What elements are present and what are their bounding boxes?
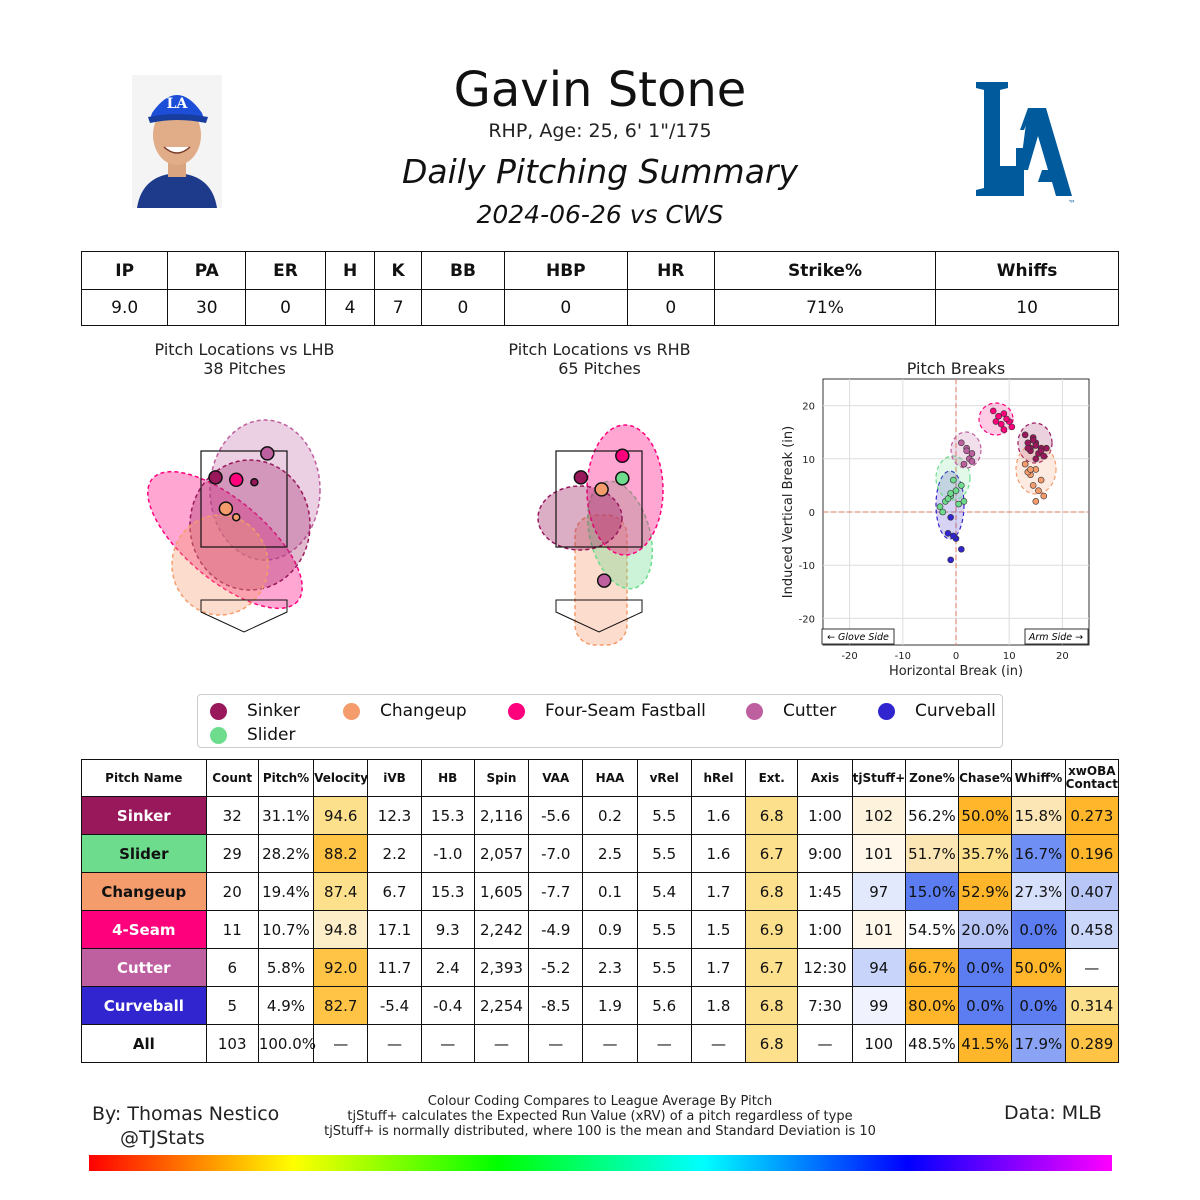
pitch-cell-whiff: 15.8% [1012,797,1065,835]
location-point-changeup [219,502,232,515]
break-point-slider [961,498,967,504]
pitch-cell-whiff: 0.0% [1012,987,1065,1025]
box-header-hr: HR [627,252,714,290]
pitch-cell-whiff: 27.3% [1012,873,1065,911]
pitch-cell-zone: 66.7% [905,949,958,987]
pitch-name-cell: Cutter [82,949,207,987]
pitch-col-zone: Zone% [905,760,958,797]
break-point-changeup [1035,488,1041,494]
pitch-cell-xwoba-contact: 0.407 [1065,873,1118,911]
pitch-cell-zone: 48.5% [905,1025,958,1063]
box-header-k: K [375,252,422,290]
pitch-cell-xwoba-contact: 0.289 [1065,1025,1118,1063]
pitch-cell-hrel: 1.6 [691,797,745,835]
data-source: Data: MLB [1004,1102,1102,1124]
pitch-cell-velocity: 82.7 [314,987,368,1025]
pitch-cell-spin: 2,242 [474,911,528,949]
pitch-cell-chase: 50.0% [959,797,1012,835]
pitch-cell-ext: 6.7 [746,835,798,873]
box-score-table [81,251,1119,326]
break-point-curveball [948,557,954,563]
svg-text:LA: LA [166,96,188,112]
pitch-name-cell: Changeup [82,873,207,911]
pitch-cell-ext: 6.8 [746,873,798,911]
pitch-col-axis: Axis [798,760,852,797]
pitch-cell-spin: 2,116 [474,797,528,835]
breaks-y-tick: 20 [802,401,815,413]
breaks-y-label: Induced Vertical Break (in) [781,425,796,599]
break-point-four-seam-fastball [1001,427,1007,433]
pitch-cell-xwoba-contact: 0.196 [1065,835,1118,873]
pitch-col-haa: HAA [583,760,637,797]
breaks-y-tick: 10 [802,454,815,466]
pitch-cell-whiff: 50.0% [1012,949,1065,987]
pitch-name-cell: Curveball [82,987,207,1025]
pitch-cell-pitch: 28.2% [258,835,313,873]
legend-marker [746,703,763,720]
box-score-header-row [82,252,1119,290]
footer-note-1: Colour Coding Compares to League Average By Pitch [427,1094,773,1109]
pitch-row-4-seam [82,911,1119,949]
pitch-cell-zone: 80.0% [905,987,958,1025]
box-header-hbp: HBP [505,252,628,290]
break-point-sinker [1033,456,1039,462]
pitch-cell-vrel: 5.5 [637,835,691,873]
break-point-curveball [958,546,964,552]
pitch-row-curveball [82,987,1119,1025]
pitch-col-ext: Ext. [746,760,798,797]
lhb-pitch-count: 38 Pitches [203,359,286,378]
pitch-cell-vaa: -5.6 [529,797,583,835]
pitch-cell-axis: 7:30 [798,987,852,1025]
location-point-sinker [574,471,587,484]
author-name: By: Thomas Nestico [92,1103,280,1125]
pitch-cell-vaa: -7.7 [529,873,583,911]
pitch-col-count: Count [206,760,258,797]
location-point-four-seam-fastball [616,449,629,462]
rhb-region-sinker [538,486,622,550]
pitch-cell-vrel: 5.5 [637,911,691,949]
pitch-cell-pitch: 5.8% [258,949,313,987]
pitch-cell-spin: — [474,1025,528,1063]
pitch-table-body [82,797,1119,1063]
pitch-col-vrel: vRel [637,760,691,797]
legend-label: Four-Seam Fastball [545,701,706,721]
report-subtitle: Daily Pitching Summary [401,152,799,191]
pitch-cell-hrel: 1.7 [691,873,745,911]
pitch-cell-spin: 2,057 [474,835,528,873]
rhb-title: Pitch Locations vs RHB [508,340,691,359]
lhb-chart-title [122,340,367,378]
pitch-cell-vaa: -7.0 [529,835,583,873]
pitch-cell-spin: 2,393 [474,949,528,987]
break-point-changeup [1027,466,1033,472]
pitch-cell-ext: 6.7 [746,949,798,987]
pitch-cell-vaa: — [529,1025,583,1063]
pitch-cell-axis: 1:45 [798,873,852,911]
break-point-changeup [1033,498,1039,504]
box-value-er: 0 [246,290,326,326]
box-header-er: ER [246,252,326,290]
breaks-y-tick: 0 [808,508,815,519]
box-value-strike: 71% [714,290,935,326]
box-value-k: 7 [375,290,422,326]
pitch-cell-tjstuff: 99 [852,987,905,1025]
rhb-chart-title [477,340,722,378]
pitch-cell-vrel: 5.5 [637,949,691,987]
pitch-cell-hrel: 1.6 [691,835,745,873]
box-header-whiffs: Whiffs [936,252,1119,290]
footer-note-3: tjStuff+ is normally distributed, where 100 is the mean and Standard Deviation is 10 [324,1124,876,1139]
pitch-cell-velocity: 94.6 [314,797,368,835]
breaks-x-label: Horizontal Break (in) [888,664,1024,679]
break-point-slider [958,482,964,488]
break-point-cutter [961,461,967,467]
arm-side-label: Arm Side → [1028,632,1084,643]
legend-label: Cutter [783,701,837,721]
pitch-col-ivb: iVB [368,760,421,797]
pitch-cell-pitch: 100.0% [258,1025,313,1063]
box-value-hbp: 0 [505,290,628,326]
pitch-breaks-chart [770,375,1100,685]
breaks-y-tick: -10 [798,561,815,573]
box-value-hr: 0 [627,290,714,326]
pitch-col-spin: Spin [474,760,528,797]
pitch-row-changeup [82,873,1119,911]
pitch-col-velocity: Velocity [314,760,368,797]
break-point-four-seam-fastball [996,413,1002,419]
pitch-cell-zone: 56.2% [905,797,958,835]
pitch-cell-whiff: 17.9% [1012,1025,1065,1063]
pitch-row-cutter [82,949,1119,987]
legend-marker [210,703,227,720]
location-point-changeup [233,514,240,521]
pitch-cell-ext: 6.8 [746,987,798,1025]
author-handle: @TJStats [120,1127,205,1149]
pitch-cell-axis: 9:00 [798,835,852,873]
location-point-sinker [209,471,222,484]
pitch-col-xwoba-contact: xwOBA Contact [1065,760,1118,797]
player-bio: RHP, Age: 25, 6' 1"/175 [488,120,712,142]
pitch-col-chase: Chase% [959,760,1012,797]
pitch-legend [197,694,1003,748]
legend-item-curveball [878,701,996,721]
legend-marker [343,703,360,720]
pitch-cell-vrel: 5.4 [637,873,691,911]
pitch-cell-ivb: 2.2 [368,835,421,873]
break-point-four-seam-fastball [1004,416,1010,422]
lhb-title: Pitch Locations vs LHB [154,340,335,359]
breaks-x-tick: 20 [1056,651,1069,662]
legend-item-slider [210,725,295,745]
breaks-x-tick: 0 [952,651,960,662]
pitch-cell-ext: 6.9 [746,911,798,949]
pitch-cell-tjstuff: 94 [852,949,905,987]
pitch-row-slider [82,835,1119,873]
location-point-cutter [598,574,611,587]
box-score-value-row [82,290,1119,326]
pitch-col-pitch: Pitch% [258,760,313,797]
pitch-cell-zone: 15.0% [905,873,958,911]
pitch-row-sinker [82,797,1119,835]
legend-label: Changeup [380,701,467,721]
pitch-cell-ivb: -5.4 [368,987,421,1025]
break-point-changeup [1022,461,1028,467]
pitch-cell-tjstuff: 102 [852,797,905,835]
pitch-cell-chase: 35.7% [959,835,1012,873]
box-header-strike: Strike% [714,252,935,290]
legend-label: Slider [247,725,296,745]
pitch-cell-count: 20 [206,873,258,911]
box-value-bb: 0 [421,290,504,326]
pitch-cell-haa: 1.9 [583,987,637,1025]
pitch-cell-pitch: 31.1% [258,797,313,835]
glove-side-label: ← Glove Side [827,632,889,643]
legend-item-cutter [746,701,836,721]
pitch-cell-axis: 12:30 [798,949,852,987]
pitch-cell-velocity: 88.2 [314,835,368,873]
pitch-cell-hb: -1.0 [421,835,474,873]
box-header-h: H [325,252,375,290]
breaks-x-tick: -20 [841,651,858,662]
break-point-changeup [1038,477,1044,483]
pitch-cell-hb: 15.3 [421,873,474,911]
pitch-cell-count: 29 [206,835,258,873]
legend-marker [878,703,895,720]
pitch-cell-vrel: — [637,1025,691,1063]
location-point-four-seam-fastball [230,473,243,486]
pitch-cell-spin: 2,254 [474,987,528,1025]
pitch-metrics-table [81,759,1119,1063]
location-point-slider [616,472,629,485]
pitch-cell-velocity: 92.0 [314,949,368,987]
pitch-cell-chase: 52.9% [959,873,1012,911]
pitch-cell-tjstuff: 100 [852,1025,905,1063]
pitch-cell-chase: 41.5% [959,1025,1012,1063]
breaks-x-tick: 10 [1002,651,1016,662]
break-point-sinker [1043,445,1049,451]
break-point-sinker [1025,445,1031,451]
pitch-cell-haa: — [583,1025,637,1063]
pitch-cell-xwoba-contact: 0.314 [1065,987,1118,1025]
pitch-cell-zone: 54.5% [905,911,958,949]
break-point-four-seam-fastball [990,408,996,414]
pitch-col-hb: HB [421,760,474,797]
pitch-table-header [82,760,1119,797]
break-point-cutter [964,448,970,454]
breaks-y-tick: -20 [798,614,815,626]
pitch-col-hrel: hRel [691,760,745,797]
pitch-cell-xwoba-contact: 0.458 [1065,911,1118,949]
pitch-cell-axis: — [798,1025,852,1063]
pitch-col-pitch-name: Pitch Name [82,760,207,797]
pitch-cell-tjstuff: 101 [852,835,905,873]
pitch-cell-ivb: 6.7 [368,873,421,911]
breaks-chart-title: Pitch Breaks [906,359,1006,378]
lhb-location-chart [130,400,350,650]
pitch-cell-hb: 9.3 [421,911,474,949]
pitch-cell-haa: 2.5 [583,835,637,873]
pitch-cell-count: 6 [206,949,258,987]
break-point-slider [940,509,946,515]
box-value-ip: 9.0 [82,290,168,326]
break-point-changeup [1041,493,1047,499]
player-name: Gavin Stone [453,62,747,118]
box-value-h: 4 [325,290,375,326]
game-info: 2024-06-26 vs CWS [476,200,724,229]
pitch-cell-hrel: 1.5 [691,911,745,949]
location-point-changeup [595,483,608,496]
pitch-name-cell: Slider [82,835,207,873]
color-scale-bar [89,1155,1112,1171]
break-point-curveball [948,514,954,520]
legend-marker [508,703,525,720]
pitch-cell-velocity: — [314,1025,368,1063]
break-point-sinker [1030,437,1036,443]
legend-marker [210,727,227,744]
pitch-cell-chase: 0.0% [959,949,1012,987]
box-header-ip: IP [82,252,168,290]
rhb-location-chart [520,400,700,650]
pitch-cell-vaa: -5.2 [529,949,583,987]
pitch-cell-hrel: — [691,1025,745,1063]
pitch-cell-count: 32 [206,797,258,835]
break-point-sinker [1022,432,1028,438]
pitch-cell-hb: 15.3 [421,797,474,835]
legend-item-four-seam-fastball [508,701,706,721]
pitch-cell-spin: 1,605 [474,873,528,911]
rhb-pitch-count: 65 Pitches [558,359,641,378]
pitch-name-cell: All [82,1025,207,1063]
pitch-cell-chase: 0.0% [959,987,1012,1025]
pitch-cell-tjstuff: 101 [852,911,905,949]
pitch-cell-chase: 20.0% [959,911,1012,949]
pitch-cell-ext: 6.8 [746,797,798,835]
pitch-cell-pitch: 19.4% [258,873,313,911]
legend-label: Sinker [247,701,300,721]
pitch-cell-hb: 2.4 [421,949,474,987]
pitch-cell-velocity: 94.8 [314,911,368,949]
break-point-slider [948,490,954,496]
pitch-cell-haa: 2.3 [583,949,637,987]
pitch-col-tjstuff: tjStuff+ [852,760,905,797]
svg-text:™: ™ [1068,199,1076,208]
pitch-cell-ivb: 12.3 [368,797,421,835]
legend-label: Curveball [915,701,996,721]
pitch-cell-pitch: 4.9% [258,987,313,1025]
pitch-cell-vaa: -4.9 [529,911,583,949]
pitch-cell-vrel: 5.5 [637,797,691,835]
legend-item-changeup [343,701,467,721]
box-value-pa: 30 [168,290,246,326]
pitch-cell-vaa: -8.5 [529,987,583,1025]
pitch-cell-ivb: 17.1 [368,911,421,949]
legend-item-sinker [210,701,300,721]
pitch-cell-pitch: 10.7% [258,911,313,949]
pitch-cell-hrel: 1.8 [691,987,745,1025]
pitch-cell-xwoba-contact: — [1065,949,1118,987]
team-logo [968,78,1078,210]
location-point-cutter [261,447,274,460]
footer-note-2: tjStuff+ calculates the Expected Run Value (xRV) of a pitch regardless of type [347,1109,853,1124]
pitch-cell-whiff: 16.7% [1012,835,1065,873]
pitch-cell-zone: 51.7% [905,835,958,873]
pitch-cell-haa: 0.1 [583,873,637,911]
pitch-cell-xwoba-contact: 0.273 [1065,797,1118,835]
pitch-cell-count: 103 [206,1025,258,1063]
pitch-cell-hb: -0.4 [421,987,474,1025]
pitch-cell-axis: 1:00 [798,797,852,835]
pitch-cell-ext: 6.8 [746,1025,798,1063]
pitch-cell-axis: 1:00 [798,911,852,949]
break-point-cutter [969,458,975,464]
pitch-cell-velocity: 87.4 [314,873,368,911]
box-header-bb: BB [421,252,504,290]
pitch-cell-haa: 0.9 [583,911,637,949]
box-header-pa: PA [168,252,246,290]
pitch-row-all [82,1025,1119,1063]
pitch-cell-hb: — [421,1025,474,1063]
breaks-x-tick: -10 [894,651,911,662]
pitch-cell-vrel: 5.6 [637,987,691,1025]
break-point-curveball [950,533,956,539]
break-point-changeup [1030,482,1036,488]
pitch-name-cell: 4-Seam [82,911,207,949]
break-point-cutter [958,440,964,446]
pitch-cell-count: 5 [206,987,258,1025]
pitch-col-vaa: VAA [529,760,583,797]
pitch-cell-ivb: 11.7 [368,949,421,987]
break-point-slider [950,477,956,483]
pitch-cell-hrel: 1.7 [691,949,745,987]
location-point-sinker [251,479,258,486]
pitch-cell-count: 11 [206,911,258,949]
pitch-cell-haa: 0.2 [583,797,637,835]
pitch-col-whiff: Whiff% [1012,760,1065,797]
pitch-cell-tjstuff: 97 [852,873,905,911]
pitch-cell-whiff: 0.0% [1012,911,1065,949]
break-point-four-seam-fastball [1009,424,1015,430]
box-value-whiffs: 10 [936,290,1119,326]
pitch-name-cell: Sinker [82,797,207,835]
pitch-cell-ivb: — [368,1025,421,1063]
